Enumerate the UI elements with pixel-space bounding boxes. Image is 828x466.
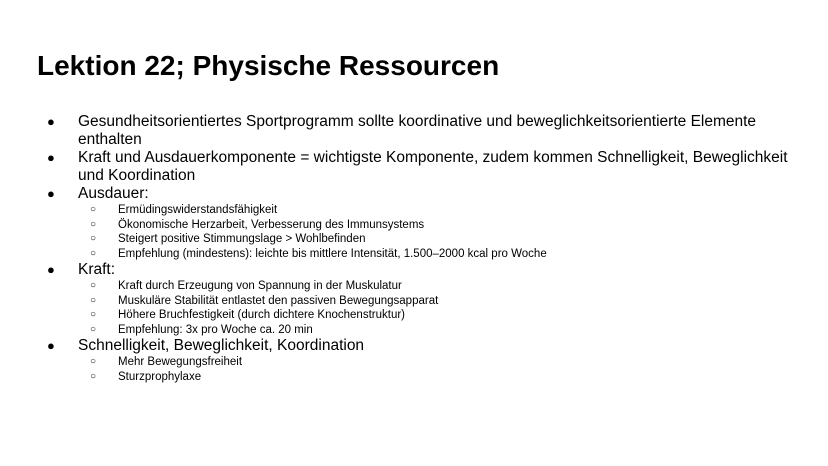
bullet-dot-icon: ● (47, 262, 55, 277)
bullet-text: Ausdauer: (78, 185, 149, 202)
sub-bullet-text: Muskuläre Stabilität entlastet den passiven Bewegungsapparat (118, 294, 439, 307)
sub-bullet-list (78, 279, 800, 337)
hollow-circle-icon: ○ (90, 309, 97, 320)
bullet-item (0, 113, 800, 149)
bullet-dot-icon: ● (47, 150, 55, 165)
sub-bullet-item (78, 279, 800, 294)
bullet-text: Kraft: (78, 261, 116, 278)
sub-bullet-item (78, 323, 800, 338)
sub-bullet-list (78, 355, 800, 384)
sub-bullet-item (78, 232, 800, 247)
bullet-text: Kraft und Ausdauerkomponente = wichtigste Komponente, zudem kommen Schnelligkeit, Beweglichkeit und Koordination (78, 149, 788, 184)
sub-bullet-item (78, 218, 800, 233)
sub-bullet-item (78, 203, 800, 218)
hollow-circle-icon: ○ (90, 323, 97, 335)
bullet-text: Schnelligkeit, Beweglichkeit, Koordination (78, 337, 365, 354)
hollow-circle-icon: ○ (90, 280, 97, 291)
hollow-circle-icon: ○ (90, 204, 97, 215)
bullet-item (0, 337, 800, 384)
sub-bullet-item (78, 247, 800, 262)
sub-bullet-text: Ökonomische Herzarbeit, Verbesserung des Immunsystems (118, 218, 425, 231)
hollow-circle-icon: ○ (90, 233, 97, 244)
bullet-text: Gesundheitsorientiertes Sportprogramm sollte koordinative und beweglichkeitsorientierte Elemente enthalten (78, 113, 757, 148)
bullet-dot-icon: ● (47, 186, 55, 201)
sub-bullet-text: Steigert positive Stimmungslage > Wohlbefinden (118, 233, 366, 245)
hollow-circle-icon: ○ (90, 294, 97, 306)
sub-bullet-list (78, 203, 800, 261)
bullet-item (0, 261, 800, 337)
sub-bullet-item (78, 370, 800, 385)
hollow-circle-icon: ○ (90, 370, 97, 382)
sub-bullet-text: Kraft durch Erzeugung von Spannung in der Muskulatur (118, 280, 402, 292)
sub-bullet-text: Mehr Bewegungsfreiheit (118, 356, 243, 368)
bullet-item (0, 185, 800, 261)
sub-bullet-item (78, 294, 800, 309)
hollow-circle-icon: ○ (90, 356, 97, 367)
hollow-circle-icon: ○ (90, 247, 97, 259)
slide-title: Lektion 22; Physische Ressourcen (37, 50, 500, 81)
sub-bullet-text: Sturzprophylaxe (118, 370, 202, 383)
sub-bullet-item (78, 308, 800, 323)
hollow-circle-icon: ○ (90, 218, 97, 230)
bullet-item (0, 149, 800, 185)
sub-bullet-text: Empfehlung: 3x pro Woche ca. 20 min (118, 323, 313, 336)
sub-bullet-text: Ermüdingswiderstandsfähigkeit (118, 204, 278, 216)
sub-bullet-item (78, 355, 800, 370)
bullet-dot-icon: ● (47, 338, 55, 353)
bullet-dot-icon: ● (47, 114, 55, 129)
bullet-list (0, 113, 800, 384)
sub-bullet-text: Empfehlung (mindestens): leichte bis mittlere Intensität, 1.500–2000 kcal pro Woche (118, 247, 547, 260)
sub-bullet-text: Höhere Bruchfestigkeit (durch dichtere Knochenstruktur) (118, 309, 406, 321)
